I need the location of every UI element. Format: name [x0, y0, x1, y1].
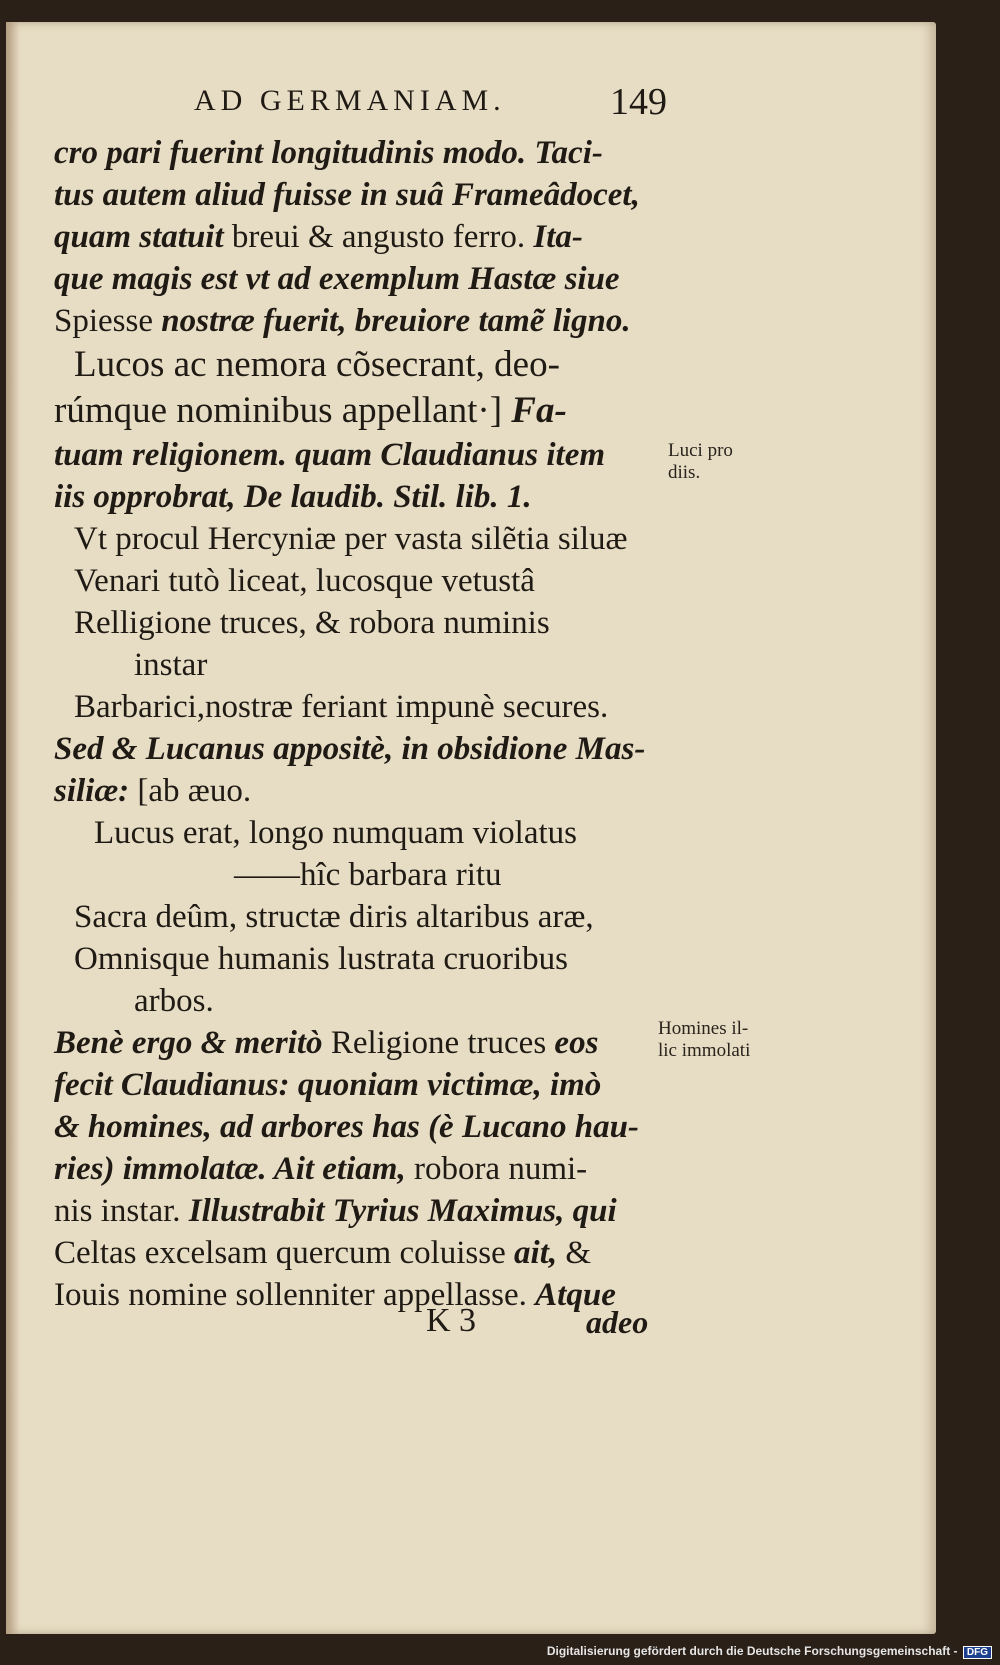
text-span: instar: [134, 647, 208, 683]
text-span: nis instar.: [54, 1193, 189, 1229]
text-span: ——hîc barbara ritu: [234, 857, 502, 893]
text-span: Ita-: [533, 219, 583, 255]
text-span: Fa-: [511, 390, 567, 431]
text-line: [54, 728, 658, 770]
text-span: Religione truces: [330, 1025, 555, 1061]
text-span: siliæ:: [54, 773, 138, 809]
text-span: &: [565, 1235, 592, 1271]
text-span: breui & angusto ferro.: [231, 219, 534, 255]
running-head: AD GERMANIAM.: [194, 84, 506, 117]
text-line: [54, 602, 658, 644]
text-line: [54, 476, 658, 518]
margin-note-line: lic immolati: [658, 1040, 751, 1061]
text-line: [54, 980, 658, 1022]
text-span: Barbarici,nostræ feriant impunè secures.: [74, 689, 609, 725]
main-text-block: [54, 132, 658, 1316]
margin-note-line: Homines il-: [658, 1018, 749, 1039]
text-line: [54, 342, 658, 388]
text-line: [54, 518, 658, 560]
text-span: Illustrabit Tyrius Maximus, qui: [188, 1193, 617, 1229]
catchword: adeo: [586, 1304, 649, 1340]
text-span: Lucos ac nemora cõsecrant, deo-: [74, 344, 560, 385]
text-line: [54, 1022, 658, 1064]
text-span: Omnisque humanis lustrata cruoribus: [74, 941, 569, 977]
text-span: Iouis nomine sollenniter appellasse.: [54, 1277, 536, 1313]
text-line: [54, 1190, 658, 1232]
margin-note-luci: [668, 440, 788, 484]
text-span: robora numi-: [413, 1151, 588, 1187]
text-span: ries) immolatæ. Ait etiam,: [54, 1151, 414, 1187]
credit-text: Digitalisierung gefördert durch die Deutsche Forschungsgemeinschaft -: [546, 1644, 958, 1658]
text-span: Spiesse: [54, 303, 162, 339]
text-line: [54, 644, 658, 686]
text-span: Sed & Lucanus appositè, in obsidione Mas-: [54, 731, 646, 767]
margin-note-homines: [658, 1018, 778, 1062]
text-line: [54, 258, 658, 300]
text-line: [54, 1232, 658, 1274]
text-span: Sacra deûm, structæ diris altaribus aræ,: [74, 899, 594, 935]
page-number: 149: [610, 81, 667, 123]
text-span: eos: [554, 1025, 599, 1061]
text-span: fecit Claudianus: quoniam victimæ, imò: [54, 1067, 602, 1103]
text-line: [54, 132, 658, 174]
text-line: [54, 1064, 658, 1106]
text-line: [54, 1106, 658, 1148]
text-span: [ab æuo.: [137, 773, 252, 809]
dfg-logo: DFG: [963, 1646, 992, 1659]
text-line: [54, 770, 658, 812]
margin-note-line: Luci pro: [668, 440, 733, 461]
text-span: ait,: [514, 1235, 566, 1271]
text-span: Venari tutò liceat, lucosque vetustâ: [74, 563, 535, 599]
text-span: Celtas excelsam quercum coluisse: [54, 1235, 515, 1271]
text-span: quam statuit: [54, 219, 232, 255]
text-span: cro pari fuerint longitudinis modo. Taci-: [54, 135, 603, 171]
signature-mark: K 3: [426, 1302, 477, 1339]
text-span: Vt procul Hercyniæ per vasta silẽtia siluæ: [74, 521, 628, 557]
text-line: [54, 896, 658, 938]
text-line: [54, 560, 658, 602]
text-line: [54, 854, 658, 896]
text-span: Atque: [535, 1277, 616, 1313]
text-line: [54, 938, 658, 980]
text-line: [54, 686, 658, 728]
text-span: rúmque nominibus appellant·]: [54, 390, 512, 431]
text-line: [54, 434, 658, 476]
text-span: Benè ergo & meritò: [54, 1025, 331, 1061]
book-page: [6, 22, 936, 1634]
text-line: [54, 1274, 658, 1316]
margin-note-line: diis.: [668, 462, 701, 483]
text-span: tuam religionem. quam Claudianus item: [54, 437, 606, 473]
text-span: que magis est vt ad exemplum Hastæ siue: [54, 261, 620, 297]
text-line: [54, 300, 658, 342]
text-line: [54, 174, 658, 216]
text-span: iis opprobrat, De laudib. Stil. lib. 1.: [54, 479, 532, 515]
text-line: [54, 1148, 658, 1190]
text-span: & homines, ad arbores has (è Lucano hau-: [54, 1109, 639, 1145]
text-line: [54, 216, 658, 258]
text-line: [54, 812, 658, 854]
text-span: arbos.: [134, 983, 214, 1019]
text-span: tus autem aliud fuisse in suâ Frameâdocet,: [54, 177, 640, 213]
digitization-credit: [547, 1644, 992, 1659]
text-span: Relligione truces, & robora numinis: [74, 605, 550, 641]
text-span: nostræ fuerit, breuiore tamẽ ligno.: [161, 303, 631, 339]
text-span: Lucus erat, longo numquam violatus: [94, 815, 577, 851]
text-line: [54, 388, 658, 434]
